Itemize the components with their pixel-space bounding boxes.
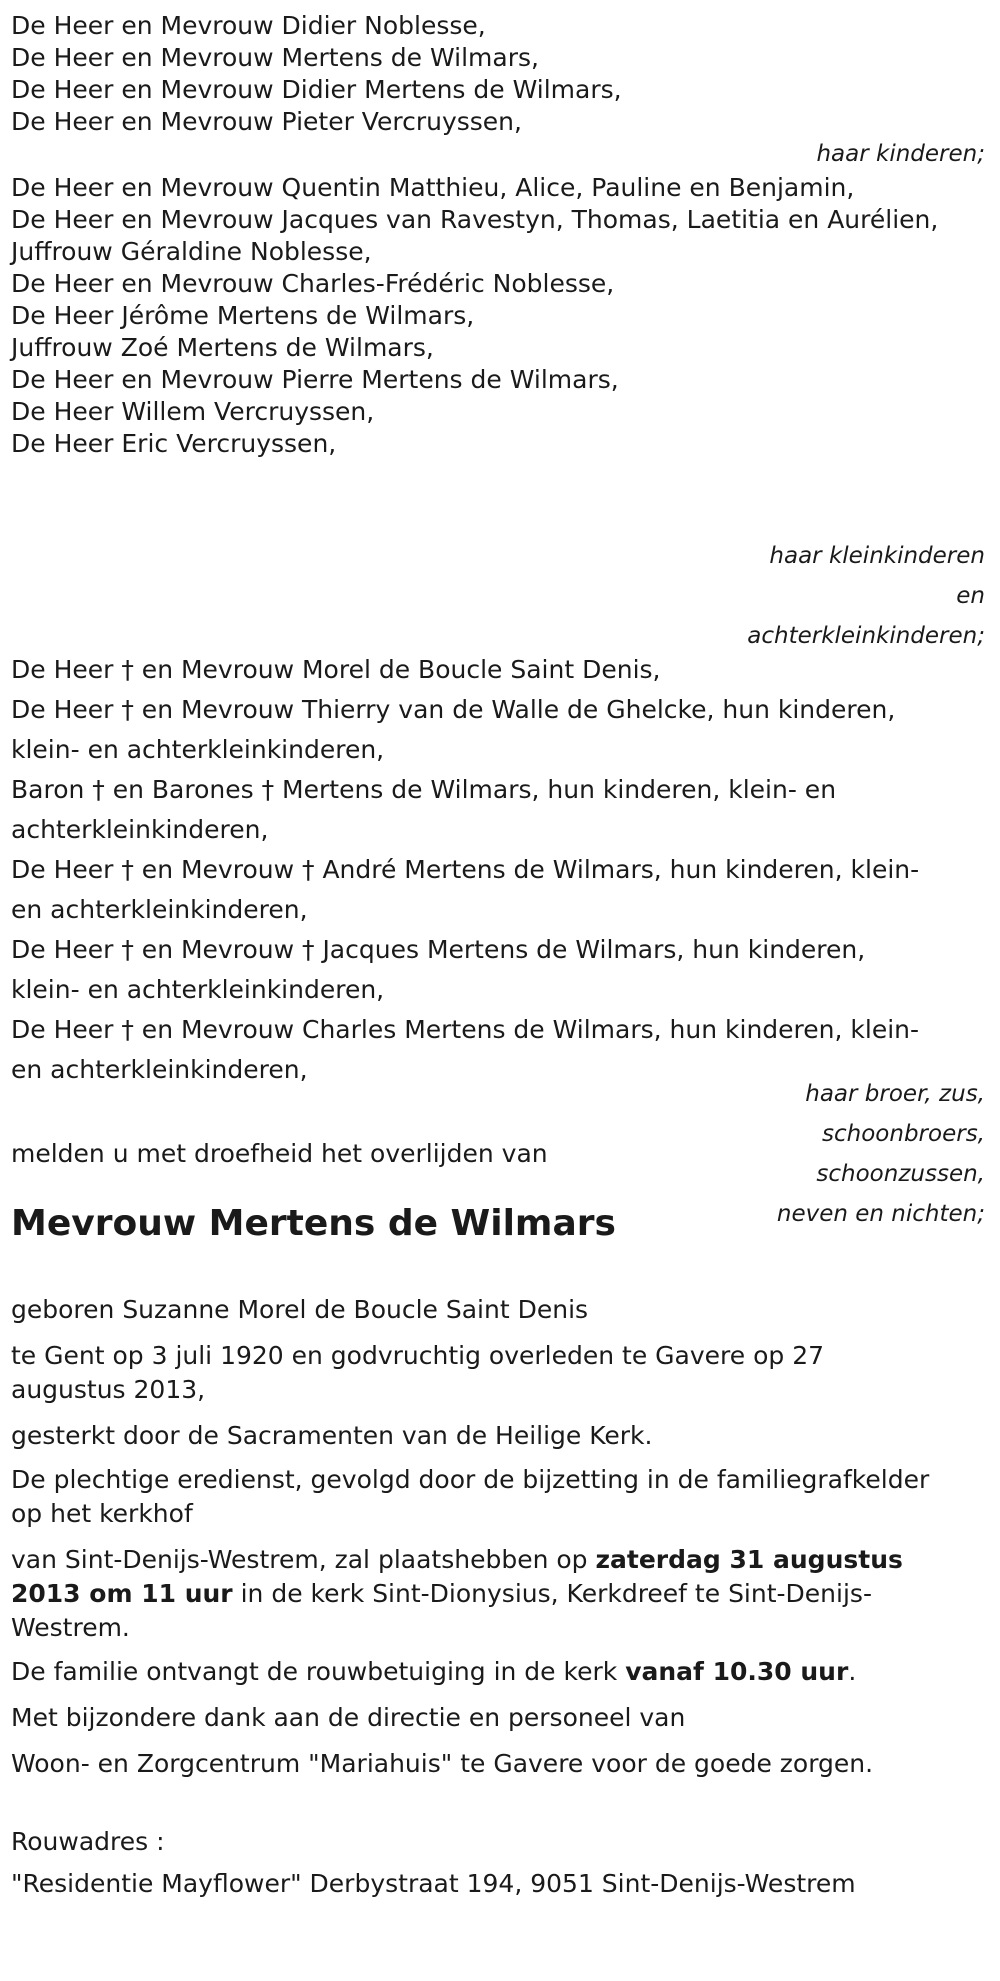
family-line: De Heer † en Mevrouw Charles Mertens de Wilmars, hun kinderen, klein-: [11, 1015, 920, 1044]
family-line: De Heer en Mevrouw Pieter Vercruyssen,: [11, 107, 522, 136]
deceased-name: Mevrouw Mertens de Wilmars: [11, 1203, 616, 1244]
family-line: De Heer † en Mevrouw Thierry van de Walle de Ghelcke, hun kinderen,: [11, 695, 896, 724]
family-line: en achterkleinkinderen,: [11, 1055, 308, 1084]
announcement: melden u met droefheid het overlijden van: [11, 1139, 548, 1168]
family-line: De Heer en Mevrouw Didier Noblesse,: [11, 11, 486, 40]
grandchildren-label: en: [956, 583, 985, 609]
service-line: op het kerkhof: [11, 1499, 193, 1528]
service-time: 2013 om 11 uur: [11, 1579, 233, 1608]
dates-line: augustus 2013,: [11, 1375, 206, 1404]
condolences-end: .: [848, 1657, 857, 1686]
family-line: De Heer en Mevrouw Charles-Frédéric Noblesse,: [11, 269, 615, 298]
address: "Residentie Mayflower" Derbystraat 194, 9051 Sint-Denijs-Westrem: [11, 1869, 856, 1898]
born-line: geboren Suzanne Morel de Boucle Saint Denis: [11, 1295, 589, 1324]
service-line: De plechtige eredienst, gevolgd door de bijzetting in de familiegrafkelder: [11, 1465, 930, 1494]
family-line: De Heer Jérôme Mertens de Wilmars,: [11, 301, 475, 330]
service-location-line: [11, 1574, 872, 1614]
family-line: De Heer † en Mevrouw † André Mertens de Wilmars, hun kinderen, klein-: [11, 855, 920, 884]
family-line: achterkleinkinderen,: [11, 815, 269, 844]
family-line: Baron † en Barones † Mertens de Wilmars, hun kinderen, klein- en: [11, 775, 837, 804]
family-line: De Heer en Mevrouw Mertens de Wilmars,: [11, 43, 539, 72]
service-date: zaterdag 31 augustus: [595, 1545, 903, 1574]
family-line: klein- en achterkleinkinderen,: [11, 975, 385, 1004]
siblings-label: schoonzussen,: [816, 1161, 985, 1187]
family-line: De Heer † en Mevrouw Morel de Boucle Saint Denis,: [11, 655, 661, 684]
condolences-line: [11, 1652, 856, 1692]
address-label: Rouwadres :: [11, 1827, 165, 1856]
service-location-text: in de kerk Sint-Dionysius, Kerkdreef te Sint-Denijs-: [232, 1579, 872, 1608]
family-line: De Heer en Mevrouw Didier Mertens de Wilmars,: [11, 75, 622, 104]
service-location-text: van Sint-Denijs-Westrem, zal plaatshebben op: [11, 1545, 596, 1574]
thanks-line: Woon- en Zorgcentrum "Mariahuis" te Gavere voor de goede zorgen.: [11, 1749, 874, 1778]
condolences-time: vanaf 10.30 uur: [625, 1657, 849, 1686]
family-line: Juffrouw Géraldine Noblesse,: [11, 237, 372, 266]
dates-line: te Gent op 3 juli 1920 en godvruchtig overleden te Gavere op 27: [11, 1341, 825, 1370]
family-line: en achterkleinkinderen,: [11, 895, 308, 924]
family-line: De Heer en Mevrouw Pierre Mertens de Wilmars,: [11, 365, 619, 394]
thanks-line: Met bijzondere dank aan de directie en personeel van: [11, 1703, 686, 1732]
siblings-label: neven en nichten;: [776, 1201, 985, 1227]
children-label: haar kinderen;: [816, 141, 985, 167]
service-location-line: Westrem.: [11, 1613, 130, 1642]
family-line: De Heer en Mevrouw Quentin Matthieu, Alice, Pauline en Benjamin,: [11, 173, 855, 202]
siblings-label: schoonbroers,: [822, 1121, 985, 1147]
siblings-label: haar broer, zus,: [805, 1081, 985, 1107]
grandchildren-label: haar kleinkinderen: [769, 543, 985, 569]
family-line: De Heer † en Mevrouw † Jacques Mertens de Wilmars, hun kinderen,: [11, 935, 866, 964]
family-line: Juffrouw Zoé Mertens de Wilmars,: [11, 333, 434, 362]
family-line: De Heer Eric Vercruyssen,: [11, 429, 337, 458]
condolences-text: De familie ontvangt de rouwbetuiging in de kerk: [11, 1657, 626, 1686]
grandchildren-label: achterkleinkinderen;: [747, 623, 985, 649]
family-line: De Heer Willem Vercruyssen,: [11, 397, 375, 426]
sacraments-line: gesterkt door de Sacramenten van de Heilige Kerk.: [11, 1421, 653, 1450]
family-line: De Heer en Mevrouw Jacques van Ravestyn, Thomas, Laetitia en Aurélien,: [11, 205, 939, 234]
family-line: klein- en achterkleinkinderen,: [11, 735, 385, 764]
